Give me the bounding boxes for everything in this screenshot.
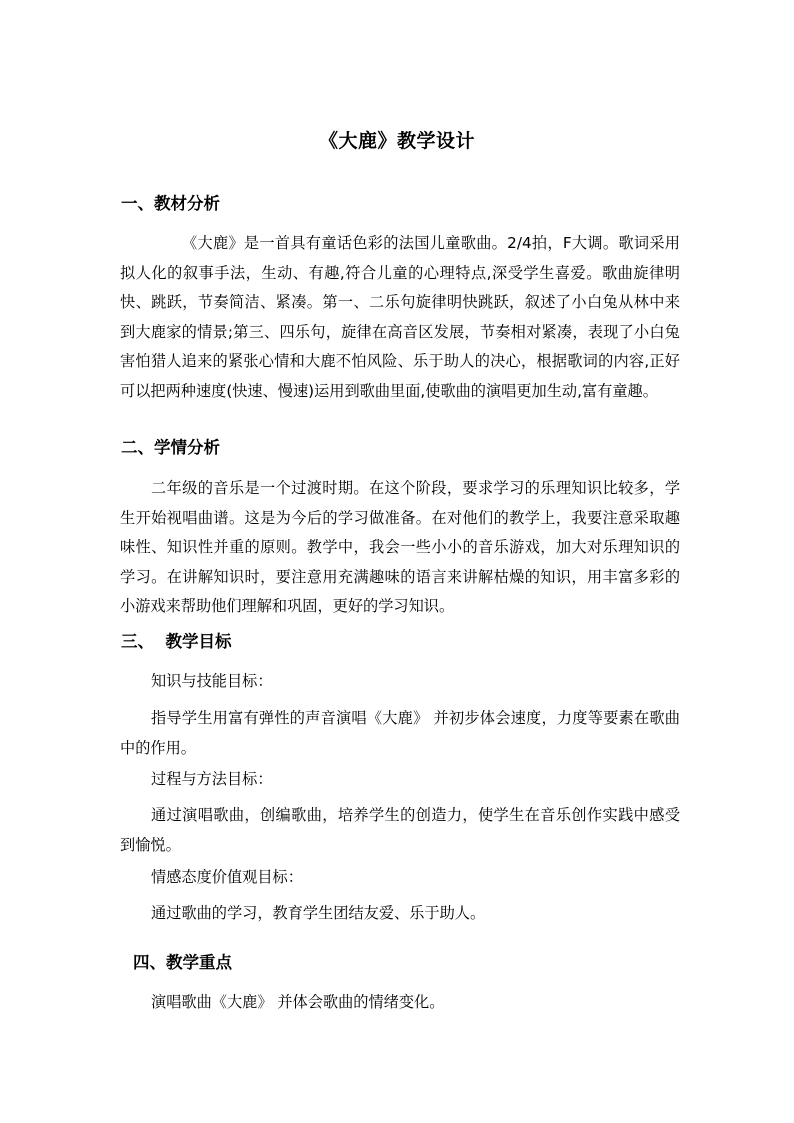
section-heading-teaching-goals: 三、 教学目标	[121, 632, 232, 651]
paragraph-emotion-values-goal: 通过歌曲的学习，教育学生团结友爱、乐于助人。	[151, 904, 486, 922]
subheading-process-method-goal: 过程与方法目标：	[151, 770, 273, 788]
paragraph-process-method-goal: 通过演唱歌曲，创编歌曲，培养学生的创造力，使学生在音乐创作实践中感受到愉悦。	[120, 806, 680, 854]
section-heading-teaching-focus: 四、教学重点	[133, 953, 232, 972]
document-title: 《大鹿》教学设计	[318, 130, 475, 152]
paragraph-learner-analysis: 二年级的音乐是一个过渡时期。在这个阶段，要求学习的乐理知识比较多，学生开始视唱曲谱。这是为今后的学习做准备。在对他们的教学上，我要注意采取趣味性、知识性并重的原则。教学中，我会一些小小的音乐游戏，加大对乐理知识的学习。在讲解知识时，要注意用充满趣味的语言来讲解枯燥的知识，用丰富多彩的小游戏来帮助他们理解和巩固，更好的学习知识。	[120, 479, 680, 615]
subheading-knowledge-skills-goal: 知识与技能目标：	[151, 672, 273, 690]
paragraph-teaching-focus: 演唱歌曲《大鹿》 并体会歌曲的情绪变化。	[151, 993, 445, 1011]
paragraph-textbook-analysis: 《大鹿》是一首具有童话色彩的法国儿童歌曲。2/4拍，F大调。歌词采用拟人化的叙事手法，生动、有趣,符合儿童的心理特点,深受学生喜爱。歌曲旋律明快、跳跃，节奏简洁、紧凑。第一、二乐句旋律明快跳跃，叙述了小白兔从林中来到大鹿家的情景;第三、四乐句，旋律在高音区发展，节奏相对紧凑，表现了小白兔害怕猎人追来的紧张心情和大鹿不怕风险、乐于助人的决心，根据歌词的内容,正好可以把两种速度(快速、慢速)运用到歌曲里面,使歌曲的演唱更加生动,富有童趣。	[120, 234, 680, 400]
paragraph-knowledge-skills-goal: 指导学生用富有弹性的声音演唱《大鹿》 并初步体会速度，力度等要素在歌曲中的作用。	[120, 709, 680, 757]
subheading-emotion-values-goal: 情感态度价值观目标：	[151, 868, 303, 886]
section-heading-textbook-analysis: 一、教材分析	[121, 194, 220, 213]
section-heading-learner-analysis: 二、学情分析	[121, 438, 220, 457]
